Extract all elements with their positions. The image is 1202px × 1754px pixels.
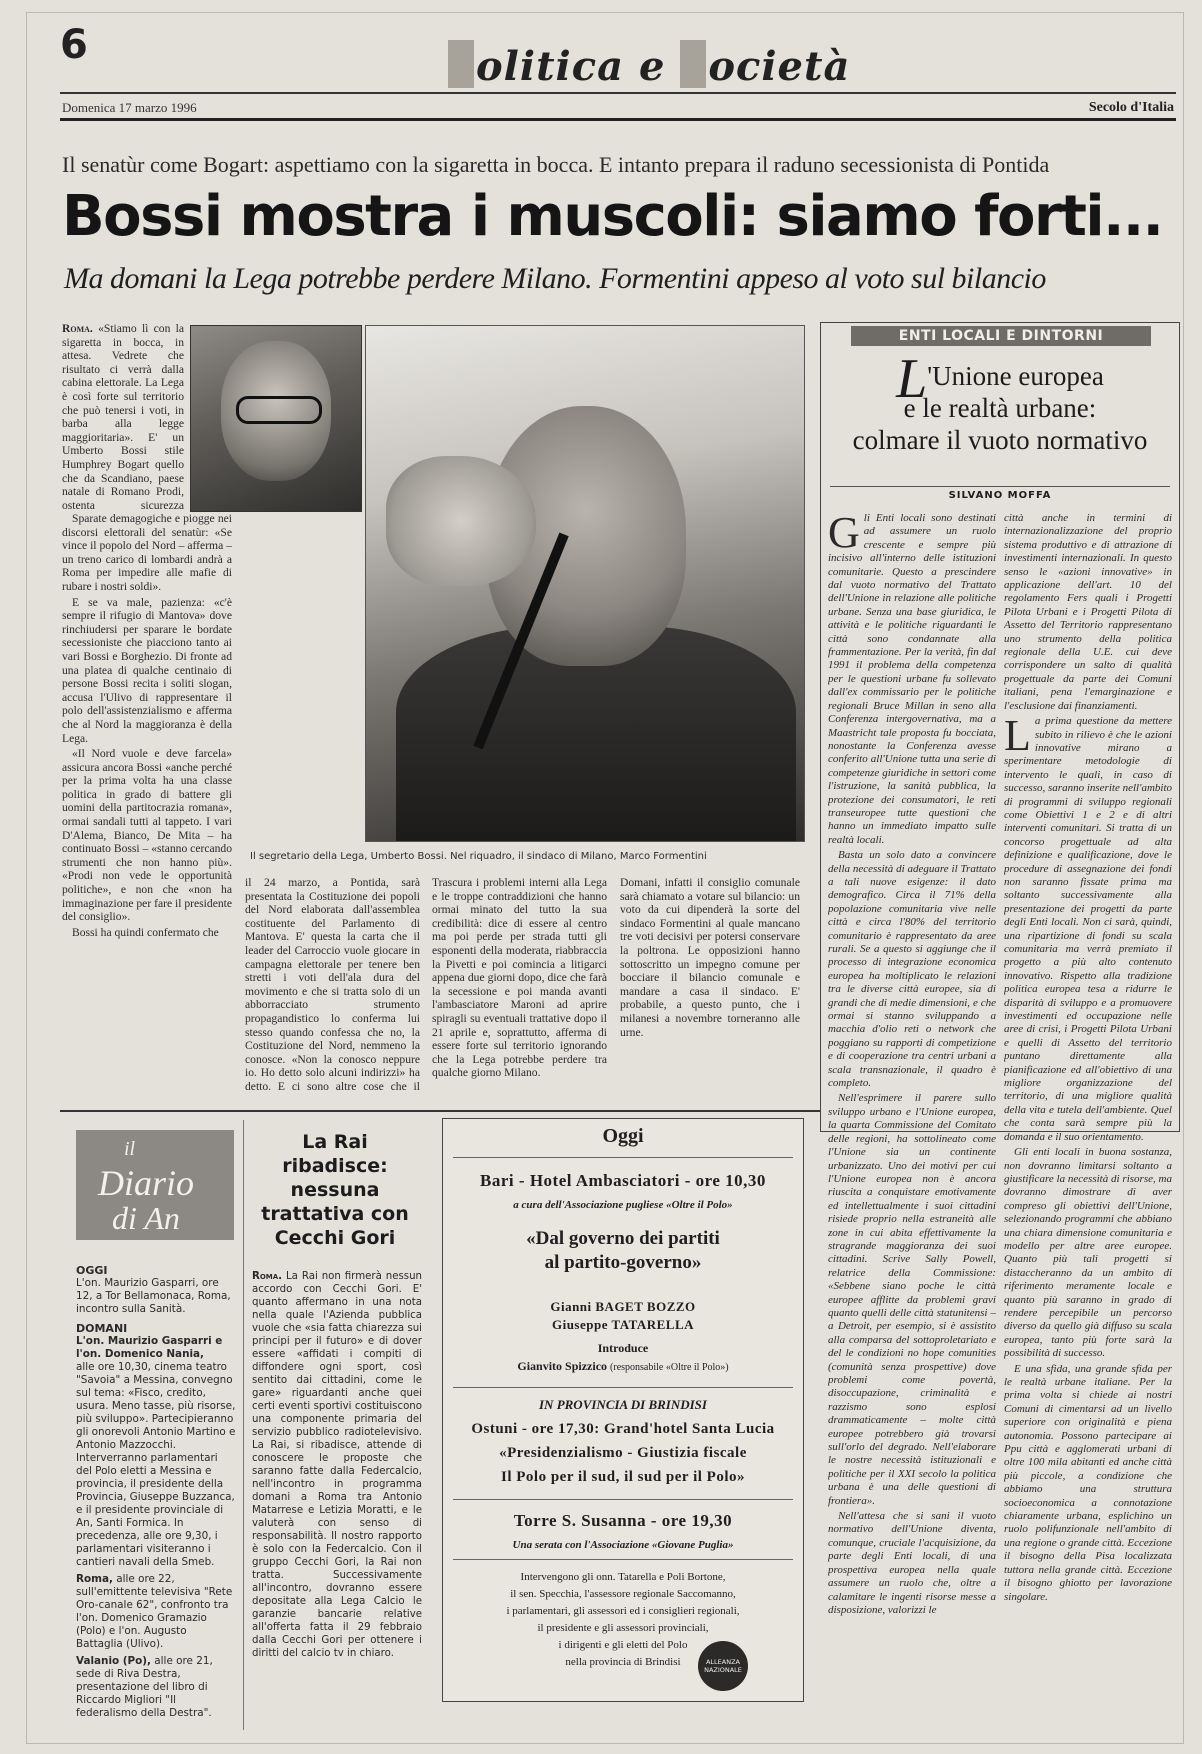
issue-date: Domenica 17 marzo 1996 (62, 100, 197, 115)
column-rule (243, 1120, 244, 1730)
section-divider (60, 1110, 820, 1112)
article-column-1-top: Roma. «Stiamo lì con la sigaretta in bocca, in attesa. Vedrete che risultato ci verrà dalla cabina elettorale. La Lega è così forte sul territorio che può tenersi i voti, in barba alla legge maggioritaria». E' un Umberto Bossi stile Humphrey Bogart quello che da Scandiano, paese natale di Romano Prodi, ostenta sicurezza (62, 322, 184, 512)
article-column-2: il 24 marzo, a Pontida, sarà presentata la Costituzione dei popoli del Nord elaborata dall'assemblea costituente del Parlamento di Mantova. E' questa la carta che il leader del Carroccio vuole giocare in campagna elettorale per tenere ben stretti i voti dell'ala dura del movimento e che si tratta solo di un abborracciato strumento propagandistico lo conferma lui stesso quando confessa che no, la Costituzione del Nord, nemmeno la conosce. «Non la conosco neppure io. Ho detto solo alcuni indirizzi» ha detto. E ci sono altre cose che il (245, 876, 420, 1092)
enti-rule (830, 486, 1170, 487)
article-kicker: Il senatùr come Bogart: aspettiamo con la sigaretta in bocca. E intanto prepara il raduno secessionista di Pontida (62, 152, 1050, 177)
article-paragraph: E se va male, pazienza: «c'è sempre il rifugio di Mantova» dove rinchiudersi per sparare le bordate secessioniste che piacciono tanto ai vari Bossi e Borghezio. Di fronte ad una platea di qualche centinaio di persone Bossi recita i soliti slogan, accusa l'Ulivo di rappresentare il polo dell'assistenzialismo e afferma che al Nord la maggioranza è della Lega. (62, 595, 232, 745)
oggi-heading: Oggi (602, 1125, 644, 1147)
event-ostuni: Ostuni - ore 17,30: Grand'hotel Santa Lucia (471, 1421, 775, 1437)
header-rule-thick (60, 118, 1176, 121)
enti-column-2: città anche in termini di internazionalizzazione del proprio sistema produttivo e di attrazione di investimenti internazionali. In questo senso le «azioni innovative» in applicazione dell'art. 10 del regolamento Fers quali i Progetti Pilota Urbani e i Progetti Pilota di Assetto del Territorio rappresentano uno strumento della politica regionale della U.E. cui deve corrispondere un salto di qualità progettuale da parte dei Comuni italiani, pena l'emarginazione e l'esclusione dai finanziamenti. La prima questione da mettere subito in rilievo è che le azioni innovative mirano a sperimentare metodologie di intervento le quali, in caso di successo, saranno inserite nell'ambito di programmi di sviluppo regionali come Obiettivi 1 e 2 e di altri interventi comunitari. Si tratta di un concorso progettuale ad alta definizione e qualificazione, dove le procedure di assegnazione dei fondi non saranno fissate prima ma soltanto successivamente alla presentazione dei progetti da parte degli Enti locali. Non ci sarà, quindi, una ripartizione di fondi su scala comunitaria ma verrà premiato il progetto a più alto contenuto innovativo. Rispetto alla tradizione politica europea tesa a ridurre le disparità di sviluppo e a promuovere investimenti ed occupazione nelle aree di crisi, i Progetti Pilota Urbani e quelli di Assetto del territorio puntano direttamente alla pianificazione ed all'obiettivo di una migliore organizzazione del territorio, di una migliore qualità della vita e tutela dell'ambiente. Quel che conta sarà sempre più la domanda e il suo orientamento. Gli enti locali in buona sostanza, non dovranno limitarsi soltanto a giustificare la necessità di risorse, ma dovranno dimostrare di aver compreso gli obiettivi dell'Unione, selezionando programmi che abbiano una chiara dimensione comunitaria e modello per altre aree europee. Quanto più tali progetti si distaccheranno da un ambito di riferimento meramente locale e quanto più saranno in grado di rendere percepibile un percorso diverso da quello già diffuso su scala europea, tanto più forte sarà la possibilità di successo. E una sfida, una grande sfida per le realtà urbane italiane. Per la prima volta si chiede ai nostri Comuni di cimentarsi ad un livello superiore con originalità e piena autonomia. Possono partecipare ai Ppu città e agglomerati urbani di oltre 100 mila abitanti ed anche città più piccole, a condizione che abbiamo una struttura socioeconomica a connotazione chiaramente urbana, esplichino un ruolo polifunzionale nell'ambito di una regione o grande città. Eccezione il bisogno della Pisa localizzata tuttora nella grande città. Eccezione il bisogno ghiotto per lavorazione singolare. (1004, 512, 1172, 1603)
header-rule (60, 92, 1176, 94)
diario-listing: OGGI L'on. Maurizio Gasparri, ore 12, a Tor Bellamonaca, Roma, incontro sulla Sanità. DOMANI L'on. Maurizio Gasparri e l'on. Domenico Nania, alle ore 10,30, cinema teatro "Savoia" a Messina, convegno sul tema: «Fisco, credito, usura. Meno tasse, più risorse, più sviluppo». Partecipieranno gli onorevoli Antonio Martino e Antonio Mazzocchi. Interverranno parlamentari del Polo eletti a Messina e provincia, il presidente della Provincia, Giuseppe Buzzanca, e il presidente provinciale di An, Santi Formica. In precedenza, alle ore 9,30, i parlamentari visiteranno i cantieri navali della Smeb. Roma, alle ore 22, sull'emittente televisiva "Rete Oro-canale 62", confronto tra l'on. Domenico Gramazio (Polo) e l'on. Augusto Battaglia (Ulivo). Valanio (Po), alle ore 21, sede di Riva Destra, presentazione del libro di Riccardo Migliori "Il federalismo della Destra". (76, 1264, 236, 1719)
rai-headline: La Rai ribadisce: nessuna trattativa con Cecchi Gori (261, 1131, 409, 1249)
photo-caption: Il segretario della Lega, Umberto Bossi. Nel riquadro, il sindaco di Milano, Marco Formentini (250, 851, 707, 862)
article-paragraph: Bossi ha quindi confermato che (72, 925, 219, 939)
main-photo-bossi (365, 325, 805, 842)
article-column-1 (62, 512, 232, 1092)
rai-article: Roma. La Rai non firmerà nessun accordo con Cecchi Gori. E' quanto affermano in una nota nella quale l'Azienda pubblica vuole che «sia fatta chiarezza sui principi per il futuro» e di dover essere «affidati i compiti di diffondere ogni sport, così sentito dai cittadini, come le gare» riguardanti anche quei certi eventi sportivi costituiscono una componente primaria del servizio pubblico radiotelevisivo. La Rai, si ribadisce, attende di conoscere le proposte che saranno fatte dalla Federcalcio, nell'incontro in programma domani a Roma tra Antonio Matarrese e Letizia Moratti, e le valuterà con senso di responsabilità. Il nostro rapporto è solo con la Federcalcio. Con il gruppo Cecchi Gori, la Rai non tratta. Successivamente all'incontro, dovranno essere depositate alla Lega Calcio le garanzie bancarie relative all'offerta fatta il 29 febbraio dalla Cecchi Gori per ottenere i diritti del calcio tv in chiaro. (252, 1271, 422, 1659)
article-paragraph: Sparate demagogiche e piogge nei discorsi elettorali del senatùr: «Se vince il popolo del Nord – afferma – un treno carico di lombardi andrà a Roma per impedire alle mafie di rubare i nostri soldi». (62, 512, 232, 593)
section-title: olitica e ocietà (448, 40, 850, 90)
enti-title: L'Unione europea e le realtà urbane: colmare il vuoto normativo (852, 348, 1148, 455)
article-column-3: Trascura i problemi interni alla Lega e le troppe contraddizioni che hanno ormai minato del tutto la sua credibilità: dice di essere al centro ma poi perde per strada tutti gli esponenti della moderata, riabbraccia la Pivetti e poi comincia a litigarci appena due giorni dopo, dice che farà la secessione e poi manda avanti l'ambasciatore Maroni ad aprire spiragli su eventuali trattative dopo il 21 aprile e, soprattutto, afferma di essere forte sul territorio ignorando che la Lega potrebbe perdere tra qualche giorno Milano. (432, 876, 607, 1080)
inset-photo-formentini (190, 325, 362, 512)
enti-column-1: Gli Enti locali sono destinati ad assumere un ruolo crescente e sempre più incisivo all'interno delle istituzioni comunitarie. Questo a prescindere dal vuoto normativo del Trattato dell'Unione in relazione alle politiche urbane. Senza una base giuridica, le attività e le politiche riguardanti le città sono condannate alla frammentazione. Per la verità, fin dal 1991 il problema della competenza per le questioni urbane fu sollevato dall'ex commissario per le politiche regionali Bruce Millan in seno alla Conferenza intergovernativa, ma a Maastricht tale proposta fu bocciata, nonostante la Conferenza avesse conferito all'Unione tutta una serie di competenze giuridiche in settori come l'istruzione, la sanità pubblica, la protezione dei consumatori, le reti transeuropee tutte questioni che hanno un immediato impatto sulle realtà locali. Basta un solo dato a convincere della necessità di adeguare il Trattato a tali nuove esigenze: il dato demografico. Circa il 71% della popolazione comunitaria vive nelle città e circa l'80% del territorio comunitario è rappresentato da aree rurali. Se a questo si aggiunge che il processo di integrazione economica europea ha moltiplicato le relazioni tra le diverse città europee, sia di grandi che di medie dimensioni, e che ormai si stanno sviluppando a macchia d'olio reti o network che poggiano su rapporti di competizione e di cooperazione tra centri urbani a scala transnazionale, il quadro è completo. Nell'esprimere il parere sullo sviluppo urbano e l'Unione europea, la quarta Commissione del Comitato delle regioni, ha sottolineato come l'Unione sia un continente urbanizzato. Uno dei motivi per cui l'Unione europea non è ancora riuscita a conquistare emotivamente ed intellettualmente i suoi cittadini risiede proprio nella estraneità alle zone in cui abita effettivamente la stragrande maggioranza dei suoi cittadini. Scrive Sally Powell, relatrice della Commissione: «Sebbene siano poche le città europee afflitte da problemi gravi quanto quelli delle città statunitensi – a Detroit, per esempio, si è assistito alla comparsa del sottoproletariato e del le condizioni no hope comunities (comunità senza prospettive) dove problemi come povertà, disoccupazione, criminalità e razzismo sono esplosi drammaticamente – molte città europee potrebbero già trovarsi sull'orlo del degrado. Nell'elaborare le nostre necessità istituzionali e politiche per il XXI secolo la politica urbana è una delle questioni di frontiera». Nell'attesa che si sani il vuoto normativo dell'Unione diventa, comunque, cruciale l'acquisizione, da parte degli Enti locali, di una prospettiva europea nella quale assumere un ruolo che, oltre a calamitare le ingenti risorse messe a disposizione, valorizzi le (828, 512, 996, 1616)
article-column-4: Domani, infatti il consiglio comunale sarà chiamato a votare sul bilancio: un voto da cui dipenderà la sorte del sindaco Formentini al quale mancano tre voti decisivi per potersi conservare la poltrona. Le opposizioni hanno sottoscritto un impegno comune per bocciare il bilancio comunale e mandare a casa il sindaco. E' probabile, a questo punto, che i milanesi a novembre torneranno alle urne. (620, 876, 800, 1039)
article-subheadline: Ma domani la Lega potrebbe perdere Milano. Formentini appeso al voto sul bilancio (64, 262, 1046, 295)
section-initial-p (448, 40, 474, 88)
article-paragraph: «Il Nord vuole e deve farcela» assicura ancora Bossi «anche perché per la prima volta ha una classe politica in grado di battere gli uomini della partitocrazia romana», ormai sandali tutti al tappeto. I vari D'Alema, Bianco, De Mita – ha continuato Bossi – «stanno cercando strumenti che non hanno più». «Prodi non vede le opportunità politiche», e non che «non ha immaginazione per fare il presidente del consiglio». (62, 747, 232, 924)
page-number: 6 (60, 22, 88, 68)
oggi-event-box: Oggi Bari - Hotel Ambasciatori - ore 10,30 a cura dell'Associazione pugliese «Oltre il Polo» «Dal governo dei partiti al partito-governo» Gianni BAGET BOZZO Giuseppe TATARELLA Introduce Gianvito Spizzico (responsabile «Oltre il Polo») IN PROVINCIA DI BRINDISI Ostuni - ore 17,30: Grand'hotel Santa Lucia «Presidenzialismo - Giustizia fiscale Il Polo per il sud, il sud per il Polo» Torre S. Susanna - ore 19,30 Una serata con l'Associazione «Giovane Puglia» Intervengono gli onn. Tatarella e Poli Bortone, il sen. Specchia, l'assessore regionale Saccomanno, i parlamentari, gli assessori ed i consiglieri regionali, il presidente e gli assessori provinciali, i dirigenti e gli eletti del Polo nella provincia di Brindisi ALLEANZA NAZIONALE (442, 1118, 804, 1702)
event-bari: Bari - Hotel Ambasciatori - ore 10,30 (480, 1171, 766, 1190)
alleanza-nazionale-logo: ALLEANZA NAZIONALE (698, 1641, 748, 1691)
article-dateline: Roma. (62, 322, 93, 335)
diario-di-an-logo: il Diario di An (76, 1130, 234, 1240)
enti-author: SILVANO MOFFA (948, 490, 1052, 501)
event-title: «Dal governo dei partiti al partito-governo» (526, 1228, 720, 1273)
section-initial-s (680, 40, 706, 88)
paper-name: Secolo d'Italia (1088, 100, 1174, 115)
enti-section-label: ENTI LOCALI E DINTORNI (851, 326, 1151, 346)
event-speakers: Intervengono gli onn. Tatarella e Poli Bortone, il sen. Specchia, l'assessore regionale Saccomanno, i parlamentari, gli assessori ed i consiglieri regionali, il presidente e gli assessori provinciali, i dirigenti e gli eletti del Polo nella provincia di Brindisi (506, 1571, 740, 1668)
event-torre-susanna: Torre S. Susanna - ore 19,30 (513, 1511, 733, 1530)
article-headline: Bossi mostra i muscoli: siamo forti... (62, 184, 1163, 249)
prov-brindisi: IN PROVINCIA DI BRINDISI (539, 1397, 707, 1412)
